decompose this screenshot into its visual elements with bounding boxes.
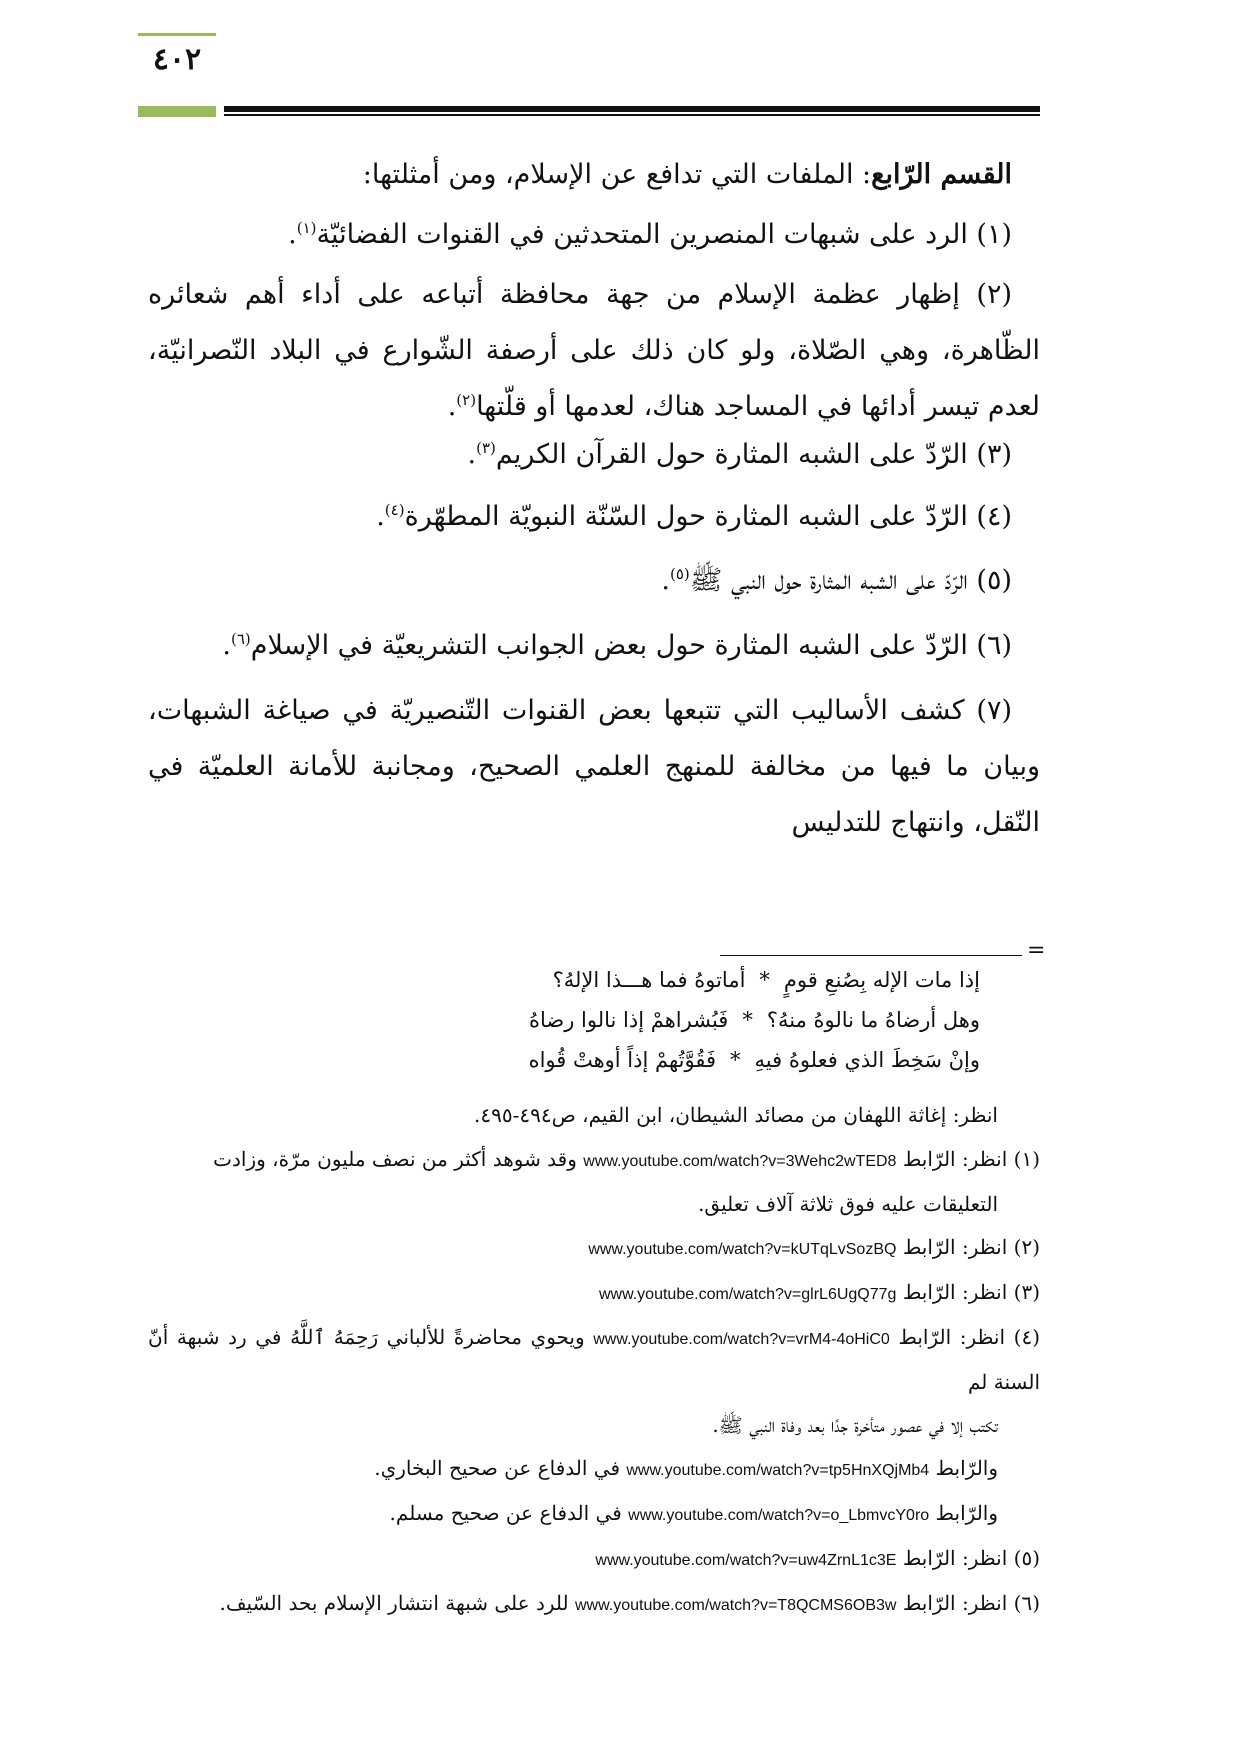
header-accent-top — [138, 33, 216, 36]
main-text — [148, 147, 1040, 203]
item-6: (٦) الرّدّ على الشبه المثارة حول بعض الجوانب التشريعيّة في الإسلام$^{(٦)}$. — [222, 630, 1012, 661]
footnotes: (١) انظر: الرّابط www.youtube.com/watch?v=3Wehc2wTED8 وقد شوهد أكثر من نصف مليون مرّة، وزادت التعليقات عليه فوق ثلاثة آلاف تعليق. (٢) انظر: الرّابط www.youtube.com/watch?v=kUTqLvSozBQ (٣) انظر: الرّابط www.youtube.com/watch?v=glrL6UgQ77g (٤) انظر: الرّابط www.youtube.com/watch?v=vrM4-4oHiC0 ويحوي محاضرةً للألباني رَحِمَهُ ٱللَّهُ في رد شبهة أنّ السنة لم تكتب إلا في عصور متأخرة جدًا بعد وفاة النبي ﷺ. والرّابط www.youtube.com/watch?v=tp5HnXQjMb4 في الدفاع عن صحيح البخاري. والرّابط www.youtube.com/watch?v=o_LbmvcY0ro في الدفاع عن صحيح مسلم. (٥) انظر: الرّابط www.youtube.com/watch?v=uw4ZrnL1c3E (٦) انظر: الرّابط www.youtube.com/watch?v=T8QCMS6OB3w للرد على شبهة انتشار الإسلام بحد السّيف. — [148, 1138, 1040, 1627]
footnote-ref: (٣) — [476, 439, 496, 457]
footnote-link[interactable]: www.youtube.com/watch?v=vrM4-4oHiC0 — [593, 1331, 890, 1348]
footnote-ref: (٦) — [230, 630, 251, 648]
item-4: (٤) الرّدّ على الشبه المثارة حول السّنّة النبويّة المطهّرة$^{(٤)}$. — [376, 501, 1012, 532]
poem-line: وإنْ سَخِطَ الذي فعلوهُ فيهِ * فَقُوَّتُهمْ إذاً أوهتْ قُواه — [528, 1048, 980, 1072]
section-heading-line — [148, 147, 1040, 203]
page-number: ٤٠٢ — [152, 42, 202, 77]
footnote-link[interactable]: www.youtube.com/watch?v=3Wehc2wTED8 — [583, 1153, 897, 1170]
footnote-5: (٥) انظر: الرّابط www.youtube.com/watch?v=uw4ZrnL1c3E — [595, 1546, 1040, 1570]
header-rule — [224, 106, 1040, 117]
footnote-ref: (٤) — [384, 501, 405, 519]
footnote-4-link-bukhari: والرّابط www.youtube.com/watch?v=tp5HnXQjMb4 في الدفاع عن صحيح البخاري. — [374, 1456, 998, 1480]
footnote-ref: (١) — [296, 219, 317, 237]
footnote-6: (٦) انظر: الرّابط www.youtube.com/watch?v=T8QCMS6OB3w للرد على شبهة انتشار الإسلام بحد السّيف. — [219, 1591, 1040, 1615]
poem-line: إذا مات الإله بِصُنعِ قومٍ * أماتوهُ فما هـــذا الإلهُ؟ — [552, 968, 980, 992]
poem-source: انظر: إغاثة اللهفان من مصائد الشيطان، ابن القيم، ص٤٩٤-٤٩٥. — [474, 1103, 998, 1127]
footnote-link[interactable]: www.youtube.com/watch?v=T8QCMS6OB3w — [574, 1597, 897, 1614]
item-5: (٥) الرّدّ على الشبه المثارة حول النبي ﷺ$^{(٥)}$. — [661, 565, 1012, 596]
item-3: (٣) الرّدّ على الشبه المثارة حول القرآن الكريم$^{(٣)}$. — [467, 439, 1012, 470]
footnote-3: (٣) انظر: الرّابط www.youtube.com/watch?v=glrL6UgQ77g — [598, 1280, 1040, 1304]
section-heading: القسم الرّابع — [871, 159, 1012, 190]
footnote-ref: (٥) — [670, 565, 690, 583]
footnote-link[interactable]: www.youtube.com/watch?v=kUTqLvSozBQ — [588, 1241, 897, 1258]
item-7: (٧) كشف الأساليب التي تتبعها بعض القنوات التّنصيريّة في صياغة الشبهات، وبيان ما فيها من مخالفة للمنهج العلمي الصحيح، ومجانبة للأمانة العلميّة في النّقل، وانتهاج للتدليس — [148, 695, 1040, 838]
header-accent-bar — [138, 106, 216, 117]
footnote-1: (١) انظر: الرّابط www.youtube.com/watch?v=3Wehc2wTED8 وقد شوهد أكثر من نصف مليون مرّة، وزادت — [213, 1147, 1040, 1171]
item-2: (٢) إظهار عظمة الإسلام من جهة محافظة أتباعه على أداء أهم شعائره الظّاهرة، وهي الصّلاة، ولو كان ذلك على أرصفة الشّوارع في البلاد النّصرانيّة، لعدم تيسر أدائها في المساجد هناك، لعدمها أو قلّتها$^{(٢)}$. — [148, 279, 1040, 422]
footnote-link[interactable]: www.youtube.com/watch?v=tp5HnXQjMb4 — [626, 1462, 930, 1479]
footnote-link[interactable]: www.youtube.com/watch?v=uw4ZrnL1c3E — [595, 1552, 897, 1569]
footnote-4-link-muslim: والرّابط www.youtube.com/watch?v=o_LbmvcY0ro في الدفاع عن صحيح مسلم. — [389, 1501, 998, 1525]
poem — [480, 960, 980, 1080]
footnote-2: (٢) انظر: الرّابط www.youtube.com/watch?v=kUTqLvSozBQ — [588, 1235, 1040, 1259]
footnote-separator-line — [720, 955, 1022, 956]
footnote-continuation-mark: = — [1027, 938, 1046, 963]
section-intro: : الملفات التي تدافع عن الإسلام، ومن أمثلتها: — [362, 159, 872, 190]
item-1: (١) الرد على شبهات المنصرين المتحدثين في القنوات الفضائيّة$^{(١)}$. — [288, 219, 1012, 250]
footnote-link[interactable]: www.youtube.com/watch?v=o_LbmvcY0ro — [628, 1507, 930, 1524]
footnote-4: (٤) انظر: الرّابط www.youtube.com/watch?v=vrM4-4oHiC0 ويحوي محاضرةً للألباني رَحِمَهُ ٱللَّهُ في رد شبهة أنّ السنة لم — [148, 1325, 1040, 1394]
footnote-ref: (٢) — [456, 391, 477, 409]
footnote-link[interactable]: www.youtube.com/watch?v=glrL6UgQ77g — [598, 1286, 897, 1303]
poem-line: وهل أرضاهُ ما نالوهُ منهُ؟ * فَبُشراهمْ إذا نالوا رضاهُ — [529, 1008, 980, 1032]
